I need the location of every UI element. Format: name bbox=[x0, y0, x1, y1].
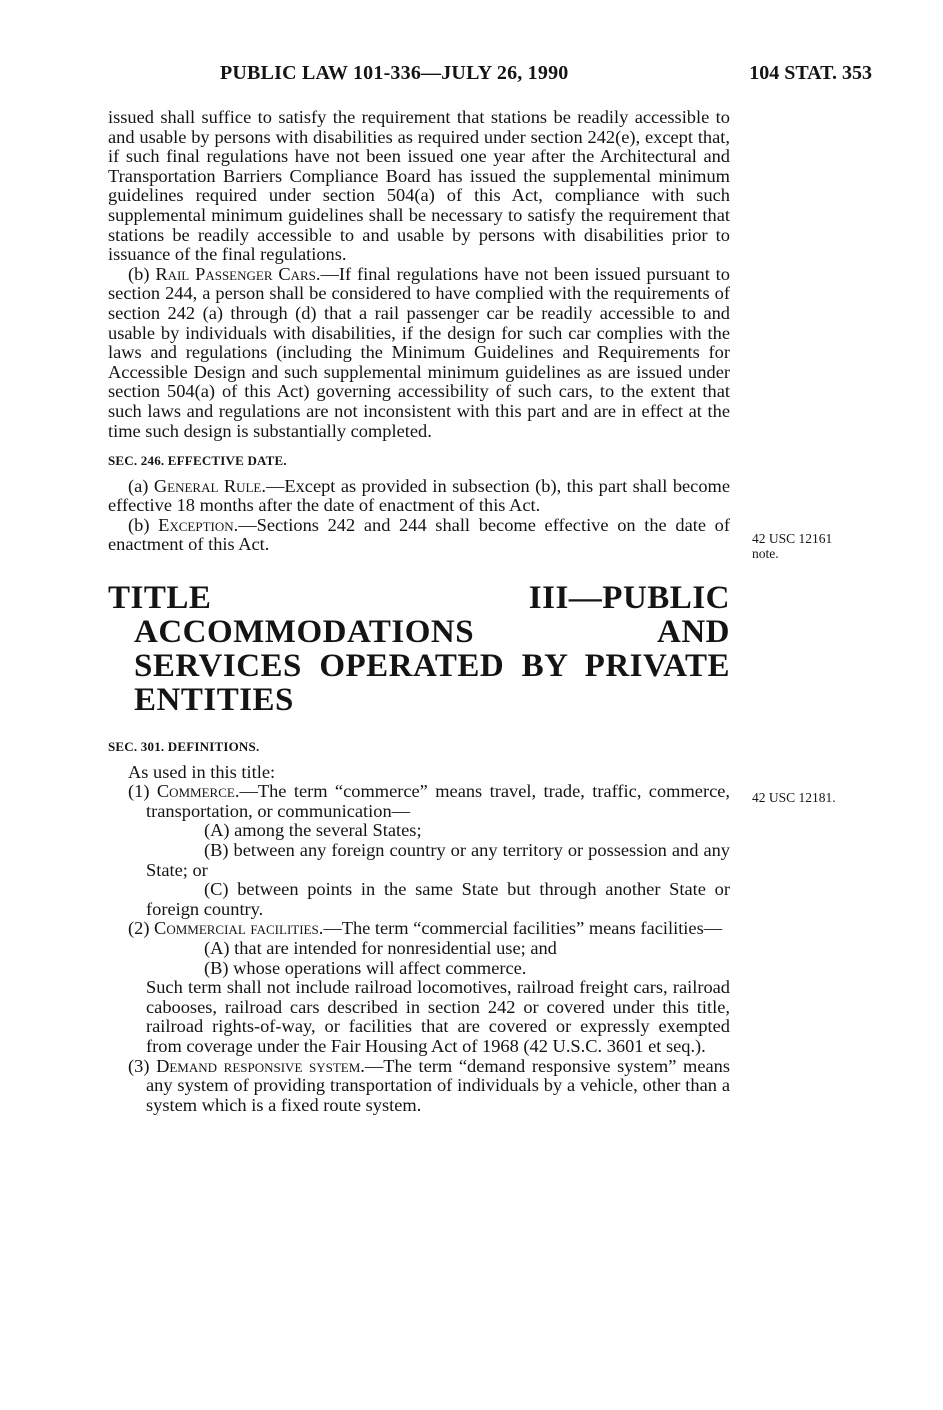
subsection-text: —If final regulations have not been issued pursuant to section 244, a person shall be considered to have complied with the requirements of section 242 (a) through (d) that a rail passenger car be readily accessible to and usable by individuals with disabilities, if the design for such car complies with the laws and regulations (including the Minimum Guidelines and Requirements for Accessible Design and such supplemental minimum guidelines as are issued under section 504(a) of this Act) governing accessibility of such cars, to the extent that such laws and regulations are not inconsistent with this part and are in effect at the time such design is substantially completed. bbox=[108, 263, 730, 441]
section-301-heading: SEC. 301. DEFINITIONS. bbox=[108, 739, 260, 755]
subsection-heading: Exception. bbox=[158, 514, 239, 535]
definition-text: —The term “demand responsive system” means any system of providing transportation of individuals by a vehicle, other than a system which is a fixed route system. bbox=[146, 1055, 730, 1115]
subsection-heading: General Rule. bbox=[153, 475, 266, 496]
subsection-number: (b) bbox=[128, 514, 159, 535]
definition-continuation: Such term shall not include railroad locomotives, railroad freight cars, railroad cabooses, railroad cars described in section 242 or covered under this title, railroad rights-of-way, or facilities that are covered or expressly exempted from coverage under the Fair Housing Act of 1968 (42 U.S.C. 3601 et seq.). bbox=[146, 977, 730, 1056]
margin-note-line: note. bbox=[752, 546, 779, 561]
section-246-heading: SEC. 246. EFFECTIVE DATE. bbox=[108, 453, 287, 469]
definition-commerce bbox=[108, 782, 730, 821]
definitions-intro: As used in this title: bbox=[128, 761, 276, 782]
title-iii-heading: TITLE III—PUBLIC ACCOMMODATIONS AND SERVICES OPERATED BY PRIVATE ENTITIES bbox=[108, 580, 730, 719]
margin-note-usc-12161 bbox=[752, 531, 832, 561]
definition-term: Commerce. bbox=[156, 781, 240, 802]
subsection-number: (b) bbox=[128, 263, 156, 284]
definition-text: —The term “commerce” means travel, trade, traffic, commerce, transportation, or communication— bbox=[146, 781, 730, 821]
subsection-text: —Sections 242 and 244 shall become effective on the date of enactment of this Act. bbox=[108, 514, 730, 555]
subparagraph-B: (B) between any foreign country or any territory or possession and any State; or bbox=[146, 840, 730, 880]
statute-page-number: 104 STAT. 353 bbox=[749, 62, 872, 84]
definition-term: Commercial facilities. bbox=[154, 918, 324, 939]
definition-demand-responsive-system bbox=[108, 1057, 730, 1116]
margin-note-line: 42 USC 12161 bbox=[752, 531, 833, 546]
subsection-text: —Except as provided in subsection (b), this part shall become effective 18 months after the date of enactment of this Act. bbox=[108, 475, 730, 516]
definition-term: Demand responsive system. bbox=[156, 1055, 365, 1076]
subsection-246-a bbox=[108, 477, 730, 516]
subsection-245-b bbox=[108, 265, 730, 441]
subsection-246-b bbox=[108, 516, 730, 555]
subparagraph-B: (B) whose operations will affect commerce. bbox=[204, 957, 527, 978]
subparagraph-A: (A) among the several States; bbox=[204, 820, 422, 841]
running-title: PUBLIC LAW 101-336—JULY 26, 1990 bbox=[220, 62, 569, 84]
continued-paragraph: issued shall suffice to satisfy the requirement that stations be readily accessible to and usable by persons with disabilities as required under section 242(e), except that, if such final regulations have not been issued one year after the Architectural and Transportation Barriers Compliance Board has issued the supplemental minimum guidelines required under section 504(a) of this Act, compliance with such supplemental minimum guidelines shall be necessary to satisfy the requirement that stations be readily accessible to and usable by persons with disabilities prior to issuance of the final regulations. bbox=[108, 107, 730, 265]
definition-text: —The term “commercial facilities” means facilities— bbox=[323, 918, 723, 939]
paragraph-number: (1) bbox=[128, 781, 157, 802]
paragraph-number: (3) bbox=[128, 1055, 157, 1076]
subsection-heading: Rail Passenger Cars. bbox=[155, 263, 321, 284]
paragraph-number: (2) bbox=[128, 918, 155, 939]
subparagraph-A: (A) that are intended for nonresidential use; and bbox=[204, 938, 557, 958]
subparagraph-C: (C) between points in the same State but through another State or foreign country. bbox=[146, 879, 730, 919]
subsection-number: (a) bbox=[128, 475, 154, 496]
definition-commercial-facilities bbox=[108, 919, 730, 939]
margin-note-usc-12181: 42 USC 12181. bbox=[752, 790, 836, 805]
body-text bbox=[108, 108, 730, 1115]
page-header bbox=[220, 62, 880, 86]
